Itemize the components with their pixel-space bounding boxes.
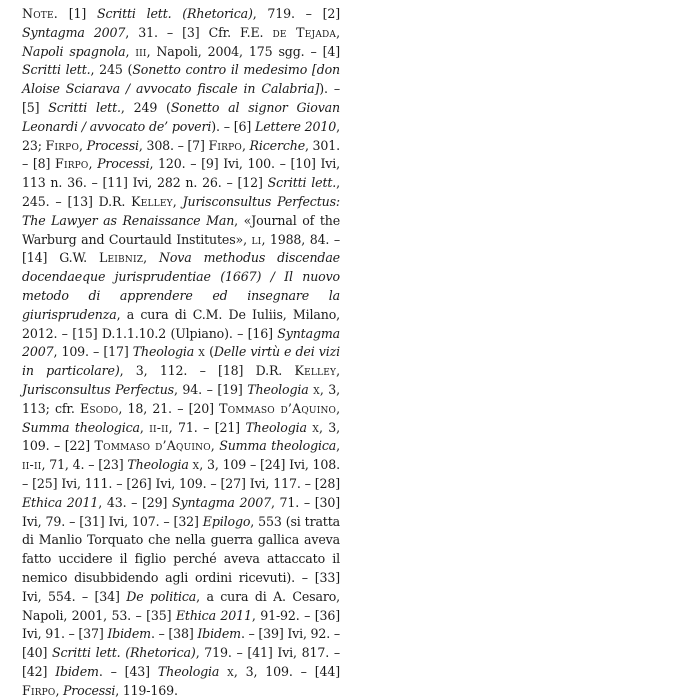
note-smallcaps-text: Firpo (208, 137, 242, 153)
note-text: , (336, 438, 340, 454)
note-text: . – [38] (150, 626, 198, 642)
note-text: , (336, 400, 340, 416)
note-smallcaps-text: li (251, 231, 262, 247)
note-smallcaps-text: x (313, 381, 320, 397)
note-text: , 3, 112. – [18] D.R. (119, 363, 295, 379)
note-smallcaps-text: Firpo (45, 137, 80, 153)
note-text: , 308. – [7] (138, 137, 209, 153)
note-text: ). – [6] (211, 118, 255, 134)
footnotes-paragraph (22, 5, 340, 700)
note-italic-text: Syntagma 2007 (22, 325, 340, 360)
note-smallcaps-text: de Tejada (272, 24, 337, 40)
note-text: , (125, 43, 136, 59)
note-italic-text: Scritti lett. (48, 99, 121, 115)
note-text: , (143, 250, 159, 266)
note-italic-text: Lettere 2010 (255, 118, 337, 134)
note-text: , 3, 109. – [22] (22, 419, 340, 454)
note-italic-text: Theologia (127, 457, 189, 473)
note-text: , 18, 21. – [20] (118, 400, 220, 416)
note-text: , 3, 113; cfr. (22, 381, 340, 416)
note-italic-text: Processi (97, 156, 150, 172)
note-text: , 109. – [17] (53, 344, 133, 360)
note-text: , 3, 109. – [44] (233, 663, 340, 679)
note-smallcaps-text: x (227, 663, 234, 679)
note-text: ( (204, 344, 214, 360)
note-smallcaps-text: Esodo (80, 400, 119, 416)
note-text: . – [43] (98, 663, 158, 679)
note-text: ). – [5] (22, 81, 340, 115)
note-text: , (88, 156, 98, 172)
note-text: , 245. – [13] D.R. (22, 175, 340, 209)
note-italic-text: Scritti lett. (22, 62, 91, 78)
note-smallcaps-text: ii-ii (149, 419, 169, 435)
note-text: , 31. – [3] Cfr. F.E. (125, 24, 273, 40)
note-italic-text: Theologia (132, 344, 195, 360)
note-italic-text: Syntagma 2007 (22, 24, 126, 40)
note-italic-text: Scritti lett. (267, 175, 337, 191)
note-smallcaps-text: ii-ii (22, 457, 42, 473)
note-italic-text: Syntagma 2007 (172, 494, 271, 510)
note-italic-text: Processi (86, 137, 139, 153)
note-text: , (55, 682, 63, 698)
note-text: , 553 (si tratta di Manlio Torquato che nella guerra gallica aveva fatto uccidere il figlio perché aveva attaccato il nemico disubbidendo agli ordini ricevuti). – [33] Ivi, 554. – [34] (22, 513, 340, 604)
note-text: , 719. – [2] (252, 6, 340, 21)
note-smallcaps-text: Firpo (22, 682, 56, 698)
note-italic-text: Theologia (245, 419, 307, 435)
note-text: , (336, 24, 340, 40)
note-smallcaps-text: Note. (22, 6, 58, 21)
note-smallcaps-text: Firpo (55, 156, 89, 172)
note-text: , 719. – [41] Ivi, 817. – [42] (22, 645, 341, 679)
note-text: , (210, 438, 220, 454)
note-text: , (139, 419, 150, 435)
note-smallcaps-text: Leibniz (98, 250, 144, 266)
note-italic-text: Ricerche (249, 137, 306, 153)
note-italic-text: Processi (62, 682, 116, 698)
note-italic-text: Scritti lett. (Rhetorica) (52, 645, 196, 661)
note-italic-text: Napoli spagnola (22, 43, 126, 59)
note-italic-text: Ibidem (107, 626, 151, 642)
note-italic-text: Summa theologica (219, 438, 337, 454)
note-smallcaps-text: Kelley (294, 363, 337, 379)
note-italic-text: Sonetto al signor Giovan Leonardi / avvocato de’ poveri (22, 99, 340, 134)
note-italic-text: Nova methodus discendae docendaeque jurisprudentiae (1667) / Il nuovo metodo di apprendere ed insegnare la giurisprudenza (22, 250, 340, 322)
note-text: , 249 ( (120, 99, 171, 115)
note-italic-text: De politica (126, 588, 197, 604)
note-text: [1] (57, 6, 97, 21)
note-text: , 245 ( (90, 62, 133, 78)
note-italic-text: Scritti lett. (Rhetorica) (96, 6, 253, 21)
note-smallcaps-text: x (312, 419, 319, 435)
note-text: , 71. – [21] (168, 419, 246, 435)
note-smallcaps-text: x (192, 457, 200, 473)
note-text: , 1988, 84. – [14] G.W. (22, 231, 340, 266)
note-italic-text: Sonetto contro il medesimo [don Aloise Sciarava / avvocato fiscale in Calabria] (22, 62, 341, 97)
note-text: , 3, 109 – [24] Ivi, 108. – [25] Ivi, 111. – [26] Ivi, 109. – [27] Ivi, 117. – [28] (22, 457, 340, 491)
note-text: , 119-169. (115, 682, 178, 698)
note-smallcaps-text: Tommaso d’Aquino (219, 400, 337, 416)
note-italic-text: Ethica 2011 (22, 494, 99, 510)
note-text: . – [39] Ivi, 92. – [40] (22, 626, 340, 661)
note-text: , a cura di A. Cesaro, Napoli, 2001, 53. – [35] (22, 588, 340, 623)
note-smallcaps-text: Tommaso d’Aquino (94, 438, 211, 454)
note-italic-text: Epilogo (202, 513, 251, 529)
note-text: , (172, 193, 183, 209)
note-text: , 91-92. – [36] Ivi, 91. – [37] (22, 607, 341, 642)
note-text: , (242, 137, 250, 153)
note-text: , 71, 4. – [23] (41, 457, 128, 473)
note-text: , Napoli, 2004, 175 sgg. – [4] (146, 43, 340, 59)
note-italic-text: Summa theologica (22, 419, 140, 435)
note-italic-text: Delle virtù e dei vizi in particolare) (22, 344, 340, 379)
note-italic-text: Ethica 2011 (175, 607, 252, 623)
note-text: , 71. – [30] Ivi, 79. – [31] Ivi, 107. – [32] (22, 494, 340, 529)
note-text: , (336, 363, 340, 379)
note-italic-text: Theologia (157, 663, 220, 679)
note-italic-text: Jurisconsultus Perfectus: The Lawyer as Renaissance Man (22, 193, 340, 228)
note-italic-text: Jurisconsultus Perfectus (22, 381, 174, 397)
note-text: , 23; (22, 118, 340, 153)
note-text: , 94. – [19] (173, 381, 248, 397)
note-text: , «Journal of the Warburg and Courtauld Institutes», (22, 212, 340, 247)
note-text: , (79, 137, 87, 153)
note-italic-text: Ibidem (197, 626, 241, 642)
note-smallcaps-text: Kelley (131, 193, 173, 209)
note-text: , 301. – [8] (22, 137, 340, 172)
note-text: , 43. – [29] (98, 494, 173, 510)
note-text: , 120. – [9] Ivi, 100. – [10] Ivi, 113 n. 36. – [11] Ivi, 282 n. 26. – [12] (22, 156, 340, 191)
footnotes-block (22, 5, 340, 700)
note-italic-text: Theologia (247, 381, 309, 397)
note-smallcaps-text: iii (135, 43, 147, 59)
note-smallcaps-text: x (198, 344, 205, 360)
note-text: , a cura di C.M. De Iuliis, Milano, 2012. – [15] D.1.1.10.2 (Ulpiano). – [16] (22, 306, 340, 341)
note-italic-text: Ibidem (55, 663, 99, 679)
